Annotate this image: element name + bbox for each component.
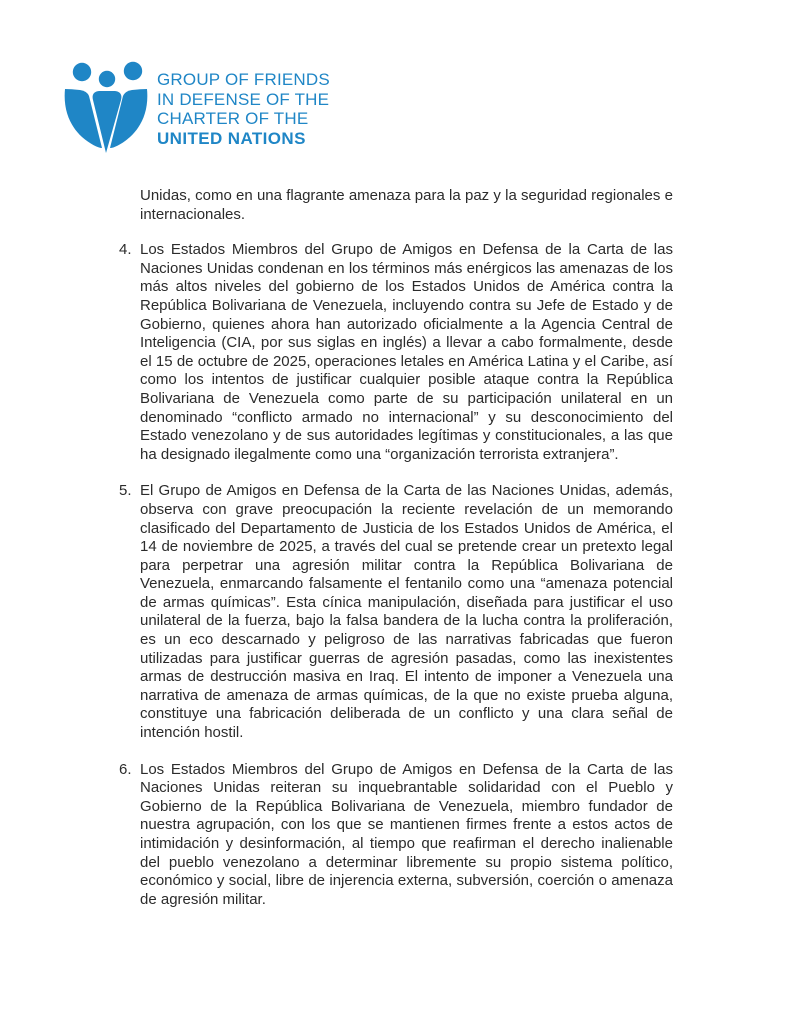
logo-line-1: GROUP OF FRIENDS (157, 70, 330, 89)
numbered-paragraph-4 (119, 241, 673, 464)
logo-wordmark (157, 70, 330, 148)
logo-line-3: CHARTER OF THE (157, 109, 309, 128)
paragraph-text: Los Estados Miembros del Grupo de Amigos en Defensa de la Carta de las Naciones Unidas condenan en los términos más enérgicos las amenazas de los más altos niveles del gobierno de los Estados Unidos de América contra la República Bolivariana de Venezuela, incluyendo contra su Jefe de Estado y de Gobierno, quienes ahora han autorizado oficialmente a la Agencia Central de Inteligencia (CIA, por sus siglas en inglés) a llevar a cabo formalmente, desde el 15 de octubre de 2025, operaciones letales en América Latina y el Caribe, así como los intentos de justificar cualquier posible ataque contra la República Bolivariana de Venezuela como parte de su participación unilateral en un denominado “conflicto armado no internacional” y su desconocimiento del Estado venezolano y de sus autoridades legítimas y constitucionales, a las que ha designado ilegalmente como una “organización terrorista extranjera”. (140, 241, 673, 463)
paragraph-text: Los Estados Miembros del Grupo de Amigos en Defensa de la Carta de las Naciones Unidas reiteran su inquebrantable solidaridad con el Pueblo y Gobierno de la República Bolivariana de Venezuela, miembro fundador de nuestra agrupación, con los que se mantienen firmes frente a estos actos de intimidación y desinformación, al tiempo que reafirman el derecho inalienable del pueblo venezolano a determinar libremente su propio sistema político, económico y social, libre de injerencia externa, subversión, coerción o amenaza de agresión militar. (140, 760, 673, 908)
paragraph-number: 5. (119, 482, 132, 500)
numbered-paragraph-5 (119, 482, 673, 742)
group-of-friends-logo (62, 58, 330, 158)
logo-line-4: UNITED NATIONS (157, 128, 306, 148)
logo-line-2: IN DEFENSE OF THE (157, 89, 330, 109)
paragraph-continuation: Unidas, como en una flagrante amenaza para la paz y la seguridad regionales e internacionales. (140, 187, 673, 223)
document-body (119, 187, 673, 927)
paragraph-number: 4. (119, 241, 132, 259)
three-figures-logo-icon (62, 58, 150, 158)
paragraph-text: El Grupo de Amigos en Defensa de la Carta de las Naciones Unidas, además, observa con grave preocupación la reciente revelación de un memorando clasificado del Departamento de Justicia de los Estados Unidos de América, el 14 de noviembre de 2025, a través del cual se pretende crear un pretexto legal para perpetrar una agresión militar contra la República Bolivariana de Venezuela, enmarcando falsamente el fentanilo como una “amenaza potencial de armas químicas”. Esta cínica manipulación, diseñada para justificar el uso unilateral de la fuerza, bajo la falsa bandera de la lucha contra la proliferación, es un eco descarnado y peligroso de las narrativas fabricadas que fueron utilizadas para justificar guerras de agresión pasadas, como las inexistentes armas de destrucción masiva en Iraq. El intento de imponer a Venezuela una narrativa de amenaza de armas químicas, de la que no existe prueba alguna, constituye una fabricación deliberada de un conflicto y una clara señal de intención hostil. (140, 482, 673, 742)
numbered-paragraph-6 (119, 760, 673, 910)
paragraph-number: 6. (119, 760, 132, 778)
